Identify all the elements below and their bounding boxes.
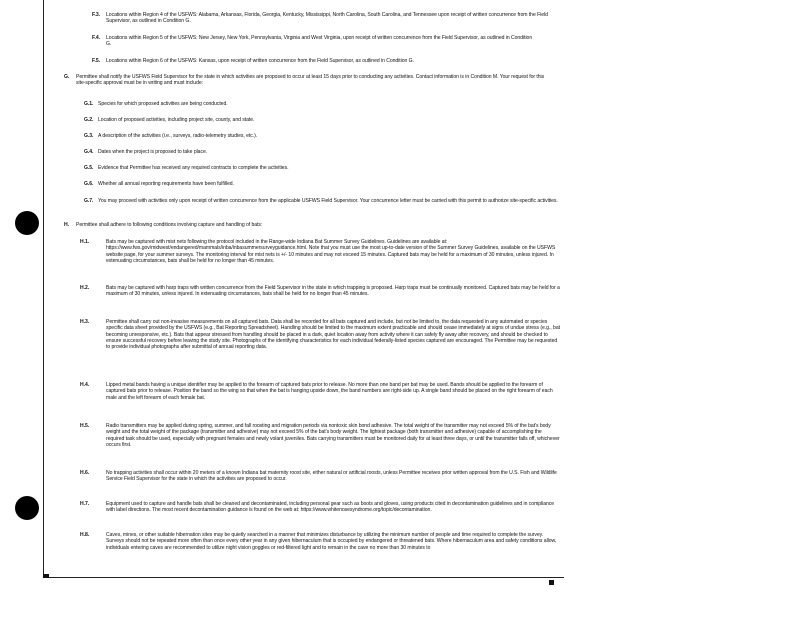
item-g3-label: G.3. bbox=[84, 133, 94, 139]
item-f1-tail-text bbox=[106, 0, 526, 1]
item-g2-label: G.2. bbox=[84, 117, 94, 123]
item-f5-text: Locations within Region 6 of the USFWS: Kansas, upon receipt of written concurrence from the Field Supervisor, as outlined in Condition G. bbox=[106, 58, 414, 64]
item-g7-text: You may proceed with activities only upon receipt of written concurrence from the applicable USFWS Field Supervisor. Your concurrence letter must be carried with this permit to authorize site-specific activities. bbox=[98, 198, 558, 204]
item-g3-text: A description of the activities (i.e., surveys, radio-telemetry studies, etc.). bbox=[98, 133, 258, 139]
item-h6-text: No trapping activities shall occur within 20 meters of a known Indiana bat maternity roost site, either natural or artificial roosts, unless Permittee receives prior written approval from the U.S. Fish and Wildlife Service Field Supervisor for the state in which the activities are proposed to occur. bbox=[106, 470, 557, 483]
item-f5-label: F.5. bbox=[92, 58, 101, 64]
item-f3-text: Locations within Region 4 of the USFWS: Alabama, Arkansas, Florida, Georgia, Kentucky, Mississippi, North Carolina, South Carolina, and Tennessee upon receipt of written concurrence from the Field Supervisor, as outlined in Condition G. bbox=[106, 12, 548, 25]
item-f4-label: F.4. bbox=[92, 35, 101, 41]
item-g-label: G. bbox=[64, 74, 70, 80]
item-h8-label: H.8. bbox=[80, 532, 90, 538]
punch-hole-bottom bbox=[15, 496, 39, 520]
item-g5-label: G.5. bbox=[84, 165, 94, 171]
scan-artifact bbox=[549, 580, 554, 585]
item-h8-text: Caves, mines, or other suitable hibernation sites may be quietly searched in a manner that minimizes disturbance by utilizing the minimum number of people and time required to complete the survey. Surveys should not be repeated more often than once every other year in any given hibernaculum that is occupied by endangered or threatened bats. Where hibernaculum area and safety conditions allow, individuals entering caves are recommended to utilize night vision goggles or red-filtered light and to remain in the cave no more than 30 minutes to bbox=[106, 532, 557, 551]
item-g5-text: Evidence that Permittee has received any required contracts to complete the activities. bbox=[98, 165, 289, 171]
item-h2-text: Bats may be captured with harp traps with written concurrence from the Field Supervisor in the state in which trapping is proposed. Harp traps must be continually monitored. Captured bats may be held for a maximum of 30 minutes, unless injured. In extenuating circumstances, bats shall be held for no longer than 45 minutes. bbox=[106, 285, 560, 298]
document-page bbox=[43, 0, 564, 578]
item-f3-label: F.3. bbox=[92, 12, 101, 18]
item-h2-label: H.2. bbox=[80, 285, 90, 291]
item-h1-label: H.1. bbox=[80, 239, 90, 245]
item-g6-label: G.6. bbox=[84, 181, 94, 187]
item-h4-text: Lipped metal bands having a unique identifier may be applied to the forearm of captured bats prior to release. No more than one band per bat may be used. Bands should be applied to the forearm of captured bats prior to release. Position the band so the wing so that when the bat is hanging upside down, the band numbers are right-side up. A single band should be placed on the right forearm of each male and the left forearm of each female bat. bbox=[106, 382, 553, 401]
item-h6-label: H.6. bbox=[80, 470, 90, 476]
item-g4-label: G.4. bbox=[84, 149, 94, 155]
item-f4-text: Locations within Region 5 of the USFWS: New Jersey, New York, Pennsylvania, Virginia and West Virginia, upon receipt of written concurrence from the Field Supervisor, as outlined in Condition G. bbox=[106, 35, 533, 48]
item-g6-text: Whether all annual reporting requirements have been fulfilled. bbox=[98, 181, 234, 187]
item-h4-label: H.4. bbox=[80, 382, 90, 388]
item-h5-text: Radio transmitters may be applied during spring, summer, and fall roosting and migration periods via nontoxic skin bond adhesive. The total weight of the transmitter may not exceed 5% of the bat's body weight and the total weight of the package (transmitter and adhesive) may not exceed 5% of the bat's body weight. The lightest package (both transmitter and adhesive) capable of accomplishing the required task should be used, especially with pregnant females and newly volant juveniles. Bats carrying transmitters must be monitored daily for at least three days, or until the transmitter falls off, whichever occurs first. bbox=[106, 423, 560, 448]
scan-artifact bbox=[43, 574, 49, 578]
item-h1-text: Bats may be captured with mist nets following the protocol included in the Range-wide Indiana Bat Summer Survey Guidelines. Guidelines are available at: https://www.fws.gov/midwest/endangered/mammals/inba/inbasummersurveyguidance.html. Note that you must use the most up-to-date version of the Summer Survey Guidelines, available on the USFWS website page, for your summer surveys. The monitoring interval for mist nets is +/- 10 minutes and may not exceed 15 minutes. Captured bats may be held for a maximum of 30 minutes, unless injured. In extenuating circumstances, bats shall be held for no longer than 45 minutes. bbox=[106, 239, 556, 264]
punch-hole-top bbox=[15, 211, 39, 235]
item-g4-text: Dates when the project is proposed to take place. bbox=[98, 149, 208, 155]
item-h5-label: H.5. bbox=[80, 423, 90, 429]
item-h3-text: Permittee shall carry out non-invasive measurements on all captured bats. Data shall be recorded for all bats captured and include, but not be limited to, the data requested in any automated or species specific data sheet provided by the USFWS (e.g., Bat Reporting Spreadsheet). Handling should be limited to the maximum extent practicable and should cease immediately at signs of undue stress (e.g., bat becoming unresponsive, etc.). Bats that appear stressed from handling should be placed in a dark, quiet location away from activity where it can safely fly away after recovery, and should be checked to ensure successful recovery before leaving the study site. Photographs of the identifying characteristics for each individual federally-listed species captured are encouraged. The Permittee may be requested to provide individual photographs after submittal of annual reporting data. bbox=[106, 319, 560, 351]
item-g2-text: Location of proposed activities, including project site, county, and state. bbox=[98, 117, 255, 123]
item-h7-text: Equipment used to capture and handle bats shall be cleaned and decontaminated, including personal gear such as boots and gloves, using products cited in decontamination guidelines and in compliance with label directions. The most recent decontamination guidance is found on the web at: https://www.whitenosesyndrome.org/topic/decontamination. bbox=[106, 501, 555, 514]
item-g7-label: G.7. bbox=[84, 198, 94, 204]
item-h-label: H. bbox=[64, 222, 69, 228]
item-g-text: Permittee shall notify the USFWS Field Supervisor for the state in which activities are proposed to occur at least 15 days prior to conducting any activities. Contact information is in Condition M. Your request for this site-specific approval must be in writing and must include: bbox=[76, 74, 545, 87]
item-g1-text: Species for which proposed activities are being conducted. bbox=[98, 101, 228, 107]
item-g1-label: G.1. bbox=[84, 101, 94, 107]
item-h7-label: H.7. bbox=[80, 501, 90, 507]
item-h-text: Permittee shall adhere to following conditions involving capture and handling of bats: bbox=[76, 222, 263, 228]
item-h3-label: H.3. bbox=[80, 319, 90, 325]
